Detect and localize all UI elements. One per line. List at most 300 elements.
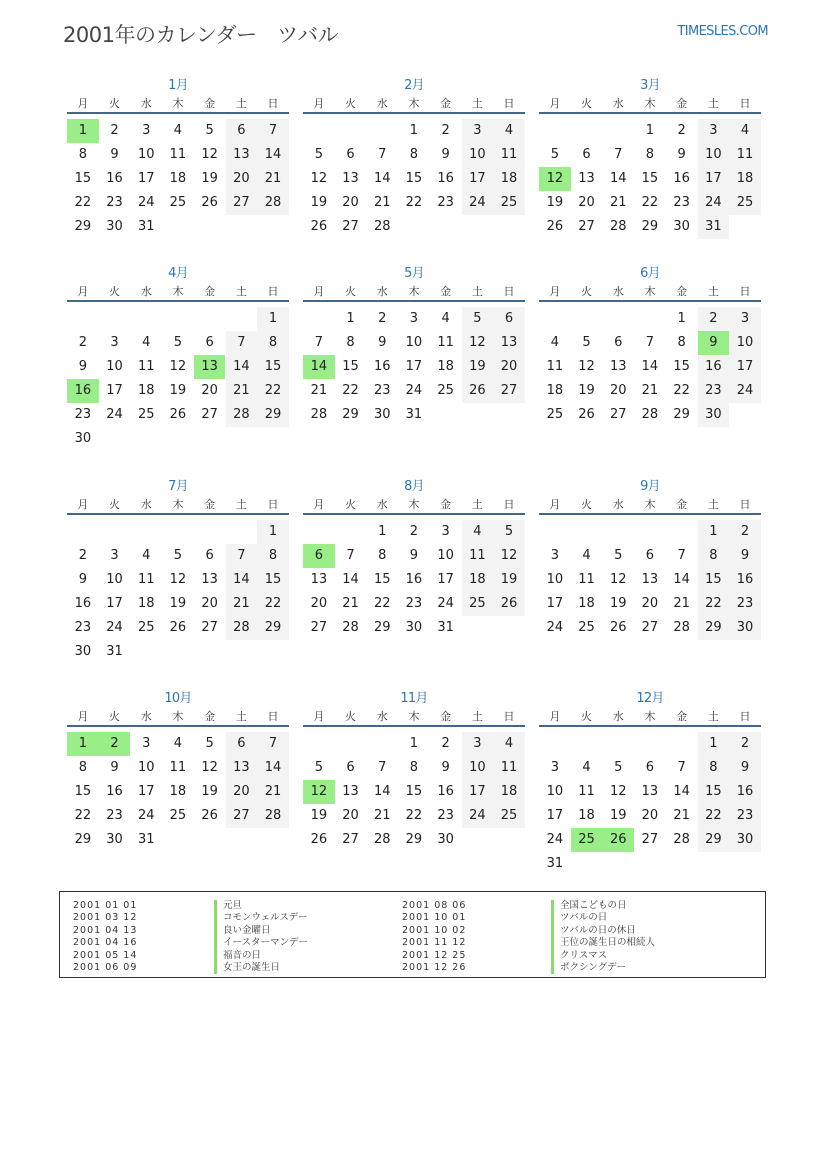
day-cell: 29 [74,219,92,234]
day-cell: 27 [578,219,595,234]
day-cell: 18 [169,784,187,799]
month-name: 5月 [404,266,424,281]
weekday-label: 木 [172,97,184,110]
day-cell: 4 [582,760,591,775]
day-cell: 4 [441,311,450,326]
weekday-label: 日 [267,97,279,110]
holiday-day-cell: 9 [698,331,730,355]
weekday-label: 月 [313,97,325,110]
day-cell: 22 [342,383,359,398]
day-cell: 3 [550,760,559,775]
weekday-label: 土 [235,285,247,298]
day-cell: 10 [405,335,423,350]
holiday-date-column [402,900,466,974]
day-cell: 10 [546,572,564,587]
day-cell: 7 [378,147,387,162]
holiday-name: 元旦 [214,900,308,912]
day-cell: 25 [437,383,454,398]
day-cell: 27 [500,383,518,398]
day-cell: 27 [609,407,627,422]
day-cell: 14 [373,784,391,799]
day-cell: 27 [641,620,659,635]
day-cell: 9 [740,760,750,775]
day-cell: 22 [373,596,391,611]
month-name: 1月 [168,78,188,93]
day-cell: 27 [201,407,218,422]
day-cell: 19 [310,808,328,823]
month-name: 2月 [404,78,424,93]
weekday-label: 日 [503,498,515,511]
day-cell: 31 [137,219,155,234]
day-cell: 12 [310,171,328,186]
day-cell: 16 [106,171,123,186]
day-cell: 4 [504,736,514,751]
weekday-header [539,283,761,299]
day-cell: 18 [578,596,595,611]
weekday-label: 木 [644,285,656,298]
day-cell: 21 [673,596,690,611]
day-cell: 24 [106,620,123,635]
day-cell: 8 [268,548,278,563]
weekday-label: 土 [471,285,483,298]
holiday-date: 2001 01 01 [73,900,138,911]
day-cell: 6 [205,548,214,563]
day-cell: 19 [169,383,187,398]
day-cell: 28 [373,832,391,847]
day-cell: 12 [578,359,595,374]
day-cell: 14 [342,572,359,587]
day-cell: 8 [677,335,686,350]
day-cell: 15 [342,359,359,374]
day-cell: 2 [677,123,686,138]
weekday-label: 木 [644,710,656,723]
holiday-day-cell: 1 [67,732,99,756]
day-cell: 11 [169,147,187,162]
day-cell: 29 [342,407,359,422]
day-cell: 23 [437,808,454,823]
header-rule [539,300,761,302]
day-cell: 17 [546,808,564,823]
day-cell: 4 [504,123,514,138]
day-cell: 16 [437,784,454,799]
day-cell: 20 [310,596,328,611]
day-cell: 2 [78,548,87,563]
day-cell: 30 [673,219,690,234]
day-cell: 29 [705,620,722,635]
weekday-label: 月 [313,710,325,723]
holiday-name-column [551,900,655,974]
day-cell: 27 [342,832,359,847]
day-cell: 5 [550,147,559,162]
day-cell: 25 [578,620,595,635]
day-cell: 17 [106,596,123,611]
day-cell: 28 [233,620,250,635]
day-cell: 3 [473,123,482,138]
day-cell: 26 [310,832,328,847]
holiday-list [59,891,766,978]
day-cell: 27 [233,808,250,823]
day-cell: 19 [500,572,518,587]
day-cell: 15 [705,572,722,587]
weekday-label: 火 [109,285,121,298]
day-cell: 13 [233,147,250,162]
day-cell: 22 [705,596,722,611]
day-cell: 26 [578,407,595,422]
day-cell: 26 [201,195,218,210]
day-cell: 30 [106,832,123,847]
day-cell: 5 [314,147,323,162]
day-cell: 30 [373,407,391,422]
day-cell: 1 [709,736,718,751]
month-name: 10月 [164,691,192,706]
day-cell: 6 [614,335,623,350]
day-cell: 5 [173,335,183,350]
day-cell: 29 [705,832,722,847]
day-cell: 28 [233,407,250,422]
holiday-date: 2001 05 14 [73,949,138,961]
day-cell: 17 [137,171,155,186]
day-cell: 6 [237,736,246,751]
weekday-label: 水 [376,710,388,723]
day-cell: 20 [500,359,518,374]
day-cell: 16 [736,572,754,587]
weekday-label: 水 [140,710,152,723]
day-cell: 4 [473,524,482,539]
day-cell: 29 [264,620,282,635]
day-cell: 9 [740,548,750,563]
day-cell: 27 [233,195,250,210]
weekday-header [539,708,761,724]
day-cell: 24 [546,832,564,847]
day-cell: 12 [201,147,218,162]
day-cell: 2 [441,736,450,751]
day-cell: 3 [441,524,450,539]
day-cell: 28 [264,195,282,210]
day-cell: 23 [405,596,423,611]
weekday-label: 日 [503,97,515,110]
holiday-date: 2001 04 16 [73,937,138,949]
day-cell: 29 [405,832,423,847]
day-cell: 7 [314,335,323,350]
weekday-header [539,496,761,512]
weekday-label: 土 [235,710,247,723]
day-cell: 19 [578,383,595,398]
day-cell: 2 [740,524,750,539]
day-cell: 28 [641,407,659,422]
day-cell: 8 [709,548,718,563]
weekday-label: 水 [376,285,388,298]
day-cell: 21 [373,195,391,210]
day-cell: 12 [609,572,627,587]
holiday-date: 2001 12 26 [402,961,467,973]
day-cell: 20 [342,808,359,823]
weekday-label: 日 [739,285,751,298]
weekday-label: 日 [267,710,279,723]
day-cell: 17 [469,784,486,799]
day-cell: 10 [437,548,454,563]
day-cell: 2 [409,524,419,539]
day-cell: 20 [201,383,218,398]
day-cell: 27 [201,620,218,635]
weekday-label: 月 [549,285,561,298]
holiday-name: コモンウェルスデー [214,912,308,924]
day-cell: 16 [736,784,754,799]
day-cell: 18 [546,383,564,398]
day-cell: 21 [373,808,391,823]
day-cell: 21 [673,808,690,823]
day-cell: 25 [500,808,518,823]
day-cell: 8 [409,760,419,775]
weekday-label: 木 [408,498,420,511]
weekday-label: 月 [313,285,325,298]
day-cell: 30 [705,407,722,422]
day-cell: 28 [609,219,627,234]
day-cell: 18 [500,784,518,799]
holiday-day-cell: 26 [602,828,634,852]
day-cell: 8 [78,147,87,162]
day-cell: 11 [437,335,454,350]
weekday-label: 金 [440,97,452,110]
day-cell: 18 [437,359,454,374]
day-cell: 16 [673,171,690,186]
weekday-label: 木 [408,97,420,110]
day-cell: 5 [473,311,482,326]
weekday-label: 水 [140,285,152,298]
day-cell: 9 [378,335,387,350]
day-cell: 5 [614,548,623,563]
day-cell: 17 [405,359,423,374]
day-cell: 1 [709,524,718,539]
day-cell: 14 [264,760,282,775]
day-cell: 15 [405,171,423,186]
day-cell: 17 [137,784,155,799]
day-cell: 12 [609,784,627,799]
holiday-name: ボクシングデー [551,962,655,974]
day-cell: 4 [142,335,151,350]
day-cell: 30 [736,832,754,847]
day-cell: 22 [705,808,722,823]
holiday-date: 2001 10 01 [402,912,467,924]
header-rule [67,725,289,727]
day-cell: 16 [405,572,423,587]
day-cell: 4 [740,123,750,138]
day-cell: 10 [106,572,123,587]
day-cell: 13 [342,171,359,186]
day-cell: 21 [233,596,250,611]
day-cell: 23 [106,808,123,823]
day-cell: 9 [78,359,87,374]
holiday-name: ツバルの日 [551,912,655,924]
day-cell: 18 [500,171,518,186]
holiday-date: 2001 11 12 [402,937,467,949]
weekday-header [67,496,289,512]
day-cell: 22 [641,195,659,210]
day-cell: 16 [705,359,722,374]
weekday-label: 火 [345,285,357,298]
holiday-date: 2001 12 25 [402,949,467,961]
day-cell: 2 [78,335,87,350]
day-cell: 2 [740,736,750,751]
day-cell: 24 [405,383,423,398]
day-cell: 11 [469,548,486,563]
day-cell: 1 [378,524,387,539]
weekday-label: 木 [172,498,184,511]
month-name: 6月 [640,266,660,281]
day-cell: 20 [641,808,659,823]
day-cell: 15 [74,784,92,799]
day-cell: 1 [268,311,278,326]
day-cell: 25 [137,407,155,422]
holiday-name: ツバルの日の休日 [551,925,655,937]
day-cell: 21 [641,383,659,398]
weekday-label: 月 [77,710,89,723]
day-cell: 29 [74,832,92,847]
day-cell: 27 [641,832,659,847]
weekday-label: 土 [471,710,483,723]
day-cell: 4 [173,123,183,138]
day-cell: 22 [74,808,92,823]
day-cell: 19 [609,808,627,823]
weekday-label: 土 [235,498,247,511]
day-cell: 20 [233,171,250,186]
day-cell: 2 [110,123,119,138]
day-cell: 2 [441,123,450,138]
day-cell: 9 [110,147,119,162]
day-cell: 23 [106,195,123,210]
day-cell: 27 [310,620,328,635]
day-cell: 1 [645,123,655,138]
day-cell: 5 [205,736,214,751]
day-cell: 13 [609,359,627,374]
month-name: 4月 [168,266,188,281]
weekday-label: 水 [140,97,152,110]
day-cell: 16 [106,784,123,799]
day-cell: 15 [264,572,282,587]
day-cell: 15 [373,572,391,587]
day-cell: 2 [378,311,387,326]
weekday-label: 火 [345,97,357,110]
day-cell: 22 [264,383,282,398]
day-cell: 6 [504,311,514,326]
day-cell: 18 [736,171,754,186]
day-cell: 17 [469,171,486,186]
header-rule [67,112,289,114]
weekday-label: 火 [109,710,121,723]
day-cell: 2 [709,311,718,326]
day-cell: 9 [677,147,686,162]
day-cell: 26 [310,219,328,234]
site-logo[interactable]: TIMESLES.COM [677,24,768,39]
day-cell: 28 [310,407,328,422]
day-cell: 22 [405,195,423,210]
day-cell: 17 [546,596,564,611]
day-cell: 5 [504,524,514,539]
day-cell: 12 [169,572,187,587]
weekday-label: 土 [235,97,247,110]
weekday-label: 土 [707,97,719,110]
day-cell: 18 [578,808,595,823]
day-cell: 8 [378,548,387,563]
weekday-label: 月 [549,498,561,511]
day-cell: 14 [373,171,391,186]
day-cell: 26 [469,383,486,398]
day-cell: 13 [500,335,518,350]
day-cell: 4 [142,548,151,563]
weekday-label: 火 [345,498,357,511]
day-cell: 6 [237,123,246,138]
weekday-label: 土 [471,97,483,110]
day-cell: 30 [736,620,754,635]
holiday-day-cell: 25 [571,828,603,852]
weekday-label: 月 [77,285,89,298]
day-cell: 6 [205,335,214,350]
weekday-label: 日 [739,498,751,511]
day-cell: 5 [582,335,591,350]
day-cell: 10 [137,147,155,162]
day-cell: 28 [673,832,690,847]
day-cell: 9 [441,147,450,162]
day-cell: 8 [78,760,87,775]
weekday-label: 土 [707,285,719,298]
day-cell: 3 [409,311,419,326]
day-cell: 21 [264,171,282,186]
day-cell: 1 [409,123,419,138]
day-cell: 12 [201,760,218,775]
weekday-label: 火 [581,710,593,723]
day-cell: 12 [500,548,518,563]
weekday-label: 金 [676,498,688,511]
day-cell: 3 [110,548,119,563]
day-cell: 3 [142,736,151,751]
day-cell: 7 [237,335,246,350]
day-cell: 13 [201,572,218,587]
weekday-label: 月 [77,498,89,511]
weekday-label: 金 [204,498,216,511]
day-cell: 11 [137,572,155,587]
weekday-label: 火 [109,97,121,110]
day-cell: 19 [201,171,218,186]
holiday-name: クリスマス [551,950,655,962]
day-cell: 25 [137,620,155,635]
day-cell: 29 [264,407,282,422]
holiday-date: 2001 03 12 [73,912,138,924]
weekday-label: 水 [376,97,388,110]
day-cell: 21 [342,596,359,611]
holiday-name: 王位の誕生日の相続人 [551,937,655,949]
weekday-label: 金 [676,285,688,298]
holiday-day-cell: 13 [194,355,226,379]
day-cell: 7 [677,760,686,775]
weekday-header [67,708,289,724]
weekday-label: 木 [408,710,420,723]
weekday-label: 水 [612,498,624,511]
header-rule [67,300,289,302]
header-rule [303,112,525,114]
day-cell: 24 [546,620,564,635]
day-cell: 23 [673,195,690,210]
day-cell: 7 [378,760,387,775]
day-cell: 20 [578,195,595,210]
weekday-header [539,95,761,111]
day-cell: 17 [736,359,754,374]
day-cell: 22 [405,808,423,823]
day-cell: 16 [373,359,391,374]
day-cell: 10 [546,784,564,799]
day-cell: 25 [736,195,754,210]
header-rule [539,513,761,515]
weekday-label: 木 [644,498,656,511]
day-cell: 24 [106,407,123,422]
